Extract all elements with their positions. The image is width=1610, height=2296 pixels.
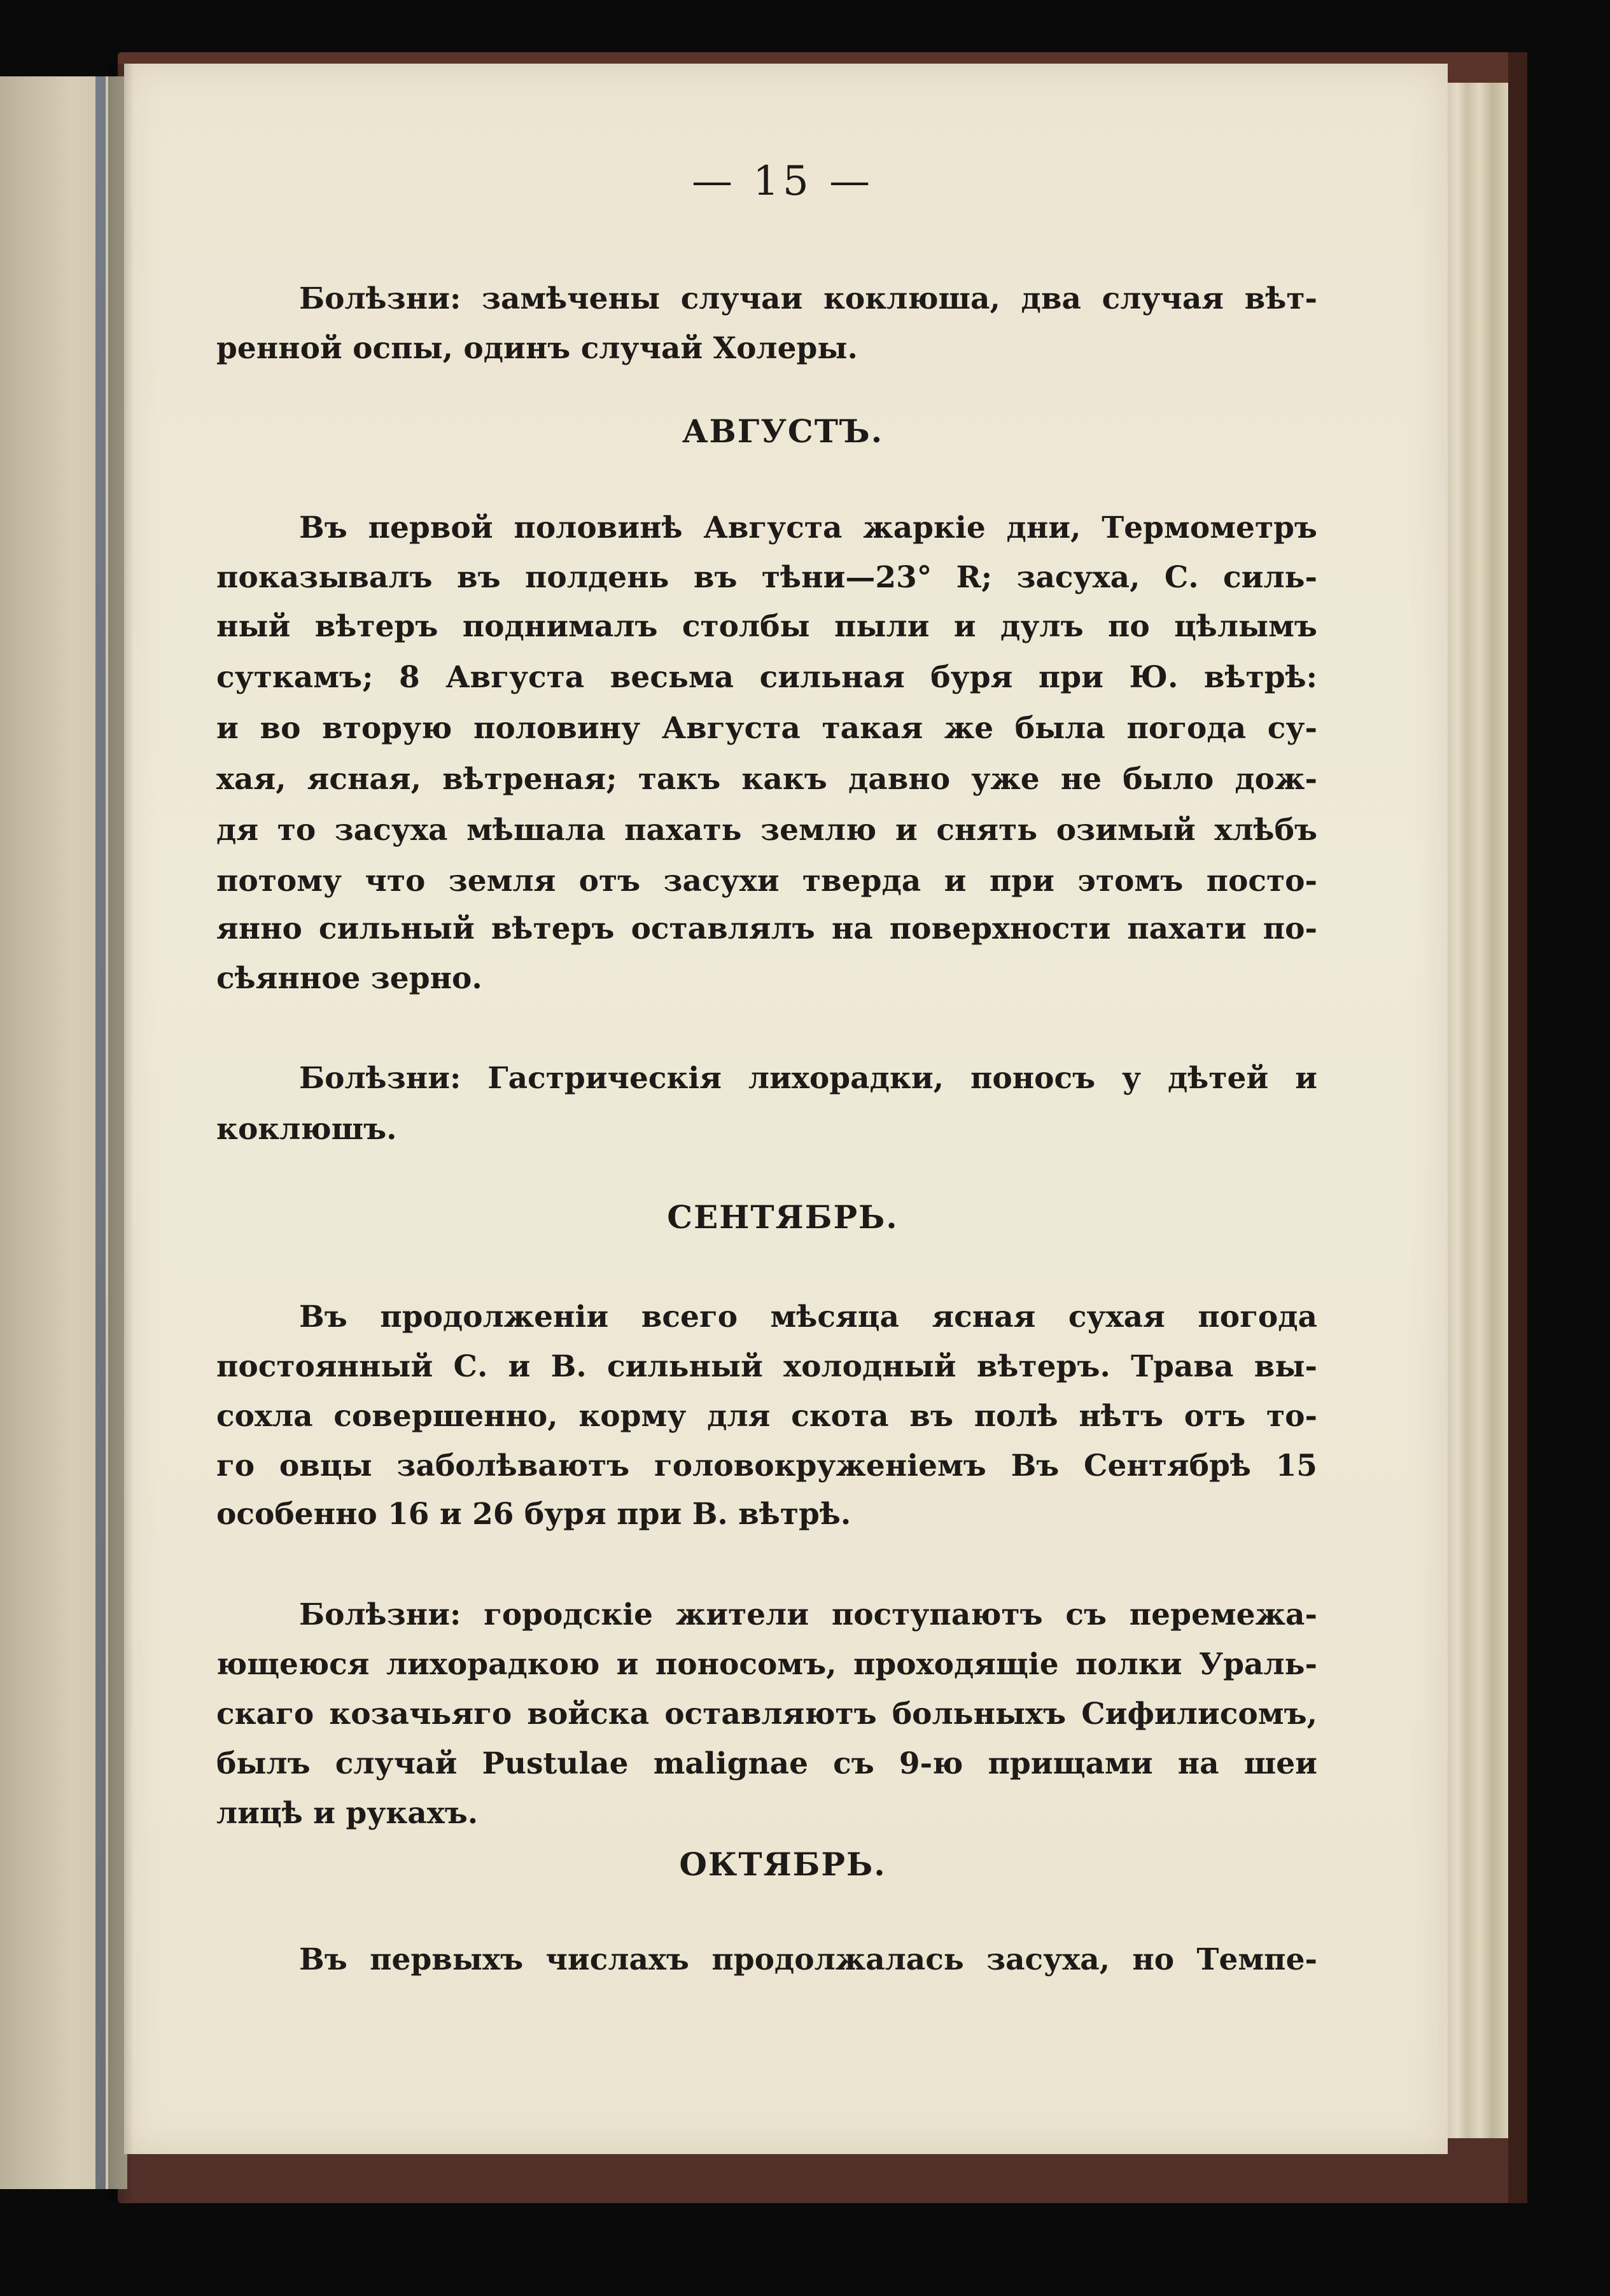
text-line: и во вторую половину Августа такая же была погода су- [216, 711, 1317, 746]
text-line: янно сильный вѣтеръ оставлялъ на поверхности пахати по- [216, 911, 1317, 946]
text-line: Въ первой половинѣ Августа жаркіе дни, Термометръ [299, 510, 1317, 545]
text-line: го овцы заболѣваютъ головокруженіемъ Въ Сентябрѣ 15 [216, 1448, 1317, 1483]
text-line: лицѣ и рукахъ. [216, 1796, 479, 1831]
text-line: показывалъ въ полдень въ тѣни—23° R; засуха, С. силь- [216, 560, 1317, 595]
text-line: сохла совершенно, корму для скота въ полѣ нѣтъ отъ то- [216, 1399, 1317, 1434]
text-line: особенно 16 и 26 буря при В. вѣтрѣ. [216, 1497, 851, 1532]
text-line: дя то засуха мѣшала пахать землю и снять озимый хлѣбъ [216, 813, 1317, 848]
text-line: суткамъ; 8 Августа весьма сильная буря при Ю. вѣтрѣ: [216, 660, 1317, 695]
page-number: — 15 — [691, 158, 874, 205]
text-line: хая, ясная, вѣтреная; такъ какъ давно уже не было дож- [216, 762, 1317, 797]
text-line: Болѣзни: городскіе жители поступаютъ съ перемежа- [299, 1597, 1317, 1632]
text-line: постоянный С. и В. сильный холодный вѣтеръ. Трава вы- [216, 1349, 1317, 1384]
text-line: ющеюся лихорадкою и поносомъ, проходящіе полки Ураль- [216, 1647, 1317, 1682]
text-line: Болѣзни: Гастрическія лихорадки, поносъ у дѣтей и [299, 1061, 1317, 1096]
text-line: ный вѣтеръ поднималъ столбы пыли и дулъ по цѣлымъ [216, 609, 1317, 644]
text-line: былъ случай Pustulae malignae съ 9-ю прищами на шеи [216, 1746, 1317, 1781]
page-stack-edge [1445, 83, 1508, 2138]
text-line: Въ первыхъ числахъ продолжалась засуха, но Темпе- [299, 1942, 1317, 1977]
section-heading: ОКТЯБРЬ. [679, 1845, 886, 1883]
page [124, 64, 1448, 2154]
text-line: скаго козачьяго войска оставляютъ больныхъ Сифилисомъ, [216, 1697, 1317, 1732]
text-line: потому что земля отъ засухи тверда и при этомъ посто- [216, 864, 1317, 899]
text-line: сѣянное зерно. [216, 961, 482, 996]
text-line: ренной оспы, одинъ случай Холеры. [216, 331, 858, 366]
text-line: Болѣзни: замѣчены случаи коклюша, два случая вѣт- [299, 281, 1317, 316]
section-heading: АВГУСТЪ. [682, 412, 884, 450]
text-line: Въ продолженіи всего мѣсяца ясная сухая погода [299, 1299, 1317, 1334]
section-heading: СЕНТЯБРЬ. [667, 1198, 899, 1236]
text-line: коклюшъ. [216, 1112, 397, 1147]
